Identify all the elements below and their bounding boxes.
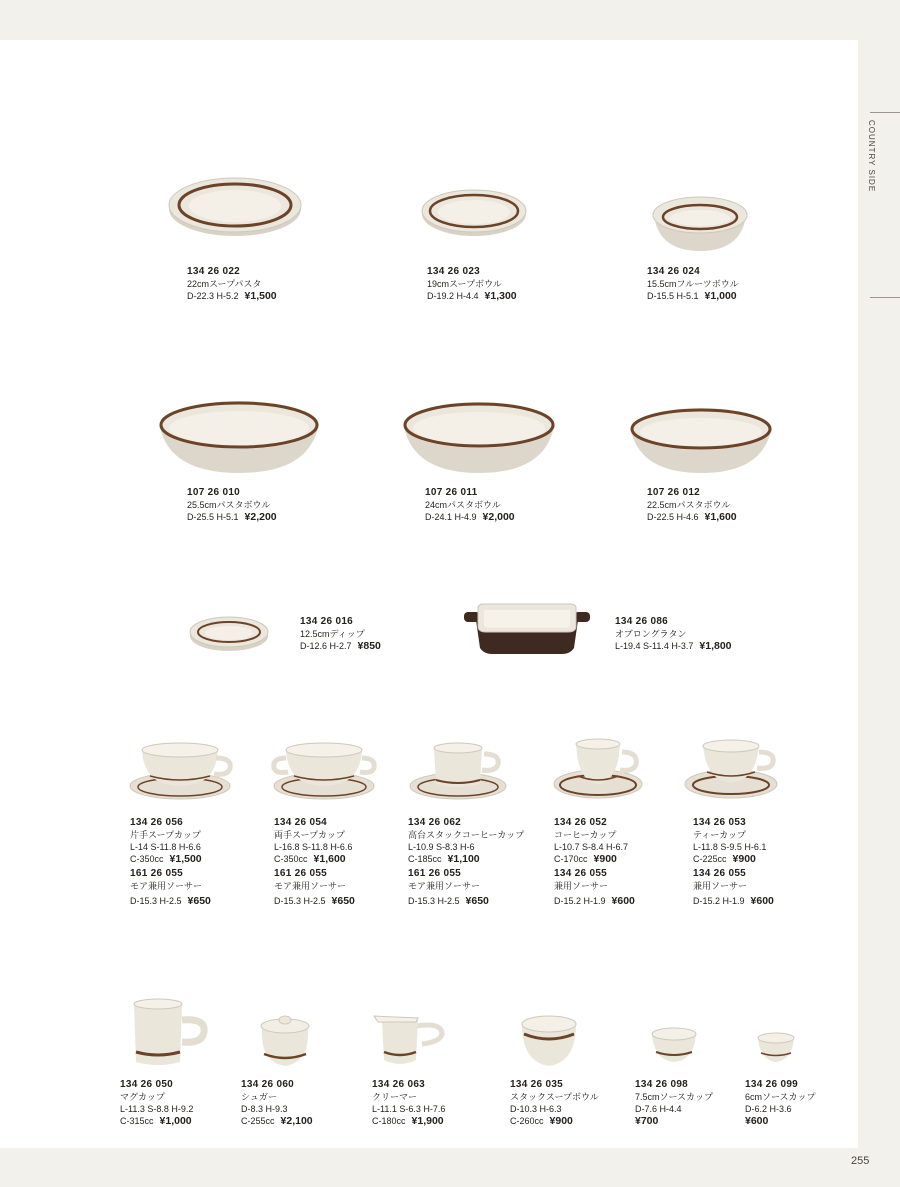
product-capacity: C-350cc [130, 854, 164, 864]
product-capacity: C-170cc [554, 854, 588, 864]
saucer-dims: D-15.3 H-2.5 [130, 896, 182, 906]
product-code: 134 26 050 [120, 1079, 174, 1090]
dip-dish-photo [188, 612, 270, 654]
double-handle-soup-cup-photo [270, 740, 378, 802]
pasta-bowl-24-photo [400, 397, 558, 477]
product-card [372, 1079, 445, 1127]
product-card [300, 616, 381, 652]
product-dims: D-6.2 H-3.6 [745, 1104, 792, 1114]
product-name: 7.5cmソースカップ [635, 1092, 713, 1102]
product-dims: L-11.3 S-8.8 H-9.2 [120, 1104, 194, 1114]
saucer-dims: D-15.2 H-1.9 [554, 896, 606, 906]
product-dims: D-22.5 H-4.6 [647, 512, 699, 522]
product-dims: D-19.2 H-4.4 [427, 291, 479, 301]
product-dims: L-11.8 S-9.5 H-6.1 [693, 842, 767, 852]
product-card [510, 1079, 599, 1127]
saucer-dims: D-15.3 H-2.5 [408, 896, 460, 906]
product-name: 6cmソースカップ [745, 1092, 816, 1102]
product-code: 134 26 098 [635, 1079, 689, 1090]
saucer-name: モア兼用ソーサー [274, 881, 347, 891]
product-name: 22cmスープパスタ [187, 279, 262, 289]
product-code: 134 26 053 [693, 817, 747, 828]
product-dims: D-25.5 H-5.1 [187, 512, 239, 522]
saucer-name: モア兼用ソーサー [130, 881, 203, 891]
product-price: ¥1,100 [447, 853, 480, 865]
stack-coffee-cup-photo [408, 740, 512, 802]
product-card [241, 1079, 313, 1127]
product-dims: D-22.3 H-5.2 [187, 291, 239, 301]
saucer-dims: D-15.2 H-1.9 [693, 896, 745, 906]
product-price: ¥600 [745, 1115, 769, 1127]
saucer-price: ¥600 [750, 895, 774, 907]
product-code: 134 26 099 [745, 1079, 799, 1090]
cup-card [130, 817, 211, 907]
product-code: 107 26 011 [425, 487, 478, 498]
product-name: 片手スープカップ [130, 830, 201, 840]
oblong-gratin-photo [462, 600, 592, 656]
cup-card [693, 817, 774, 907]
product-capacity: C-225cc [693, 854, 727, 864]
saucer-code: 161 26 055 [274, 868, 328, 879]
product-name: 19cmスープボウル [427, 279, 502, 289]
product-code: 134 26 063 [372, 1079, 426, 1090]
product-price: ¥1,300 [484, 290, 517, 302]
product-price: ¥1,000 [704, 290, 737, 302]
product-capacity: C-260cc [510, 1116, 544, 1126]
cup-card [554, 817, 635, 907]
product-dims: D-8.3 H-9.3 [241, 1104, 288, 1114]
product-name: マグカップ [120, 1092, 165, 1102]
saucer-name: 兼用ソーサー [554, 881, 609, 891]
product-name: 高台スタックコーヒーカップ [408, 830, 525, 840]
product-code: 107 26 012 [647, 487, 701, 498]
product-name: 15.5cmフルーツボウル [647, 279, 739, 289]
product-card [425, 487, 515, 523]
product-name: シュガー [241, 1092, 277, 1102]
product-code: 134 26 016 [300, 616, 354, 627]
product-price: ¥900 [549, 1115, 573, 1127]
page-number: 255 [851, 1155, 870, 1167]
product-dims: L-11.1 S-6.3 H-7.6 [372, 1104, 446, 1114]
product-card [635, 1079, 713, 1127]
single-handle-soup-cup-photo [128, 740, 236, 802]
product-price: ¥1,900 [411, 1115, 444, 1127]
product-name: ティーカップ [693, 830, 747, 840]
cup-card [408, 817, 524, 907]
soup-bowl-photo [419, 187, 529, 239]
product-price: ¥1,500 [244, 290, 277, 302]
product-dims: D-24.1 H-4.9 [425, 512, 477, 522]
product-dims: D-10.3 H-6.3 [510, 1104, 562, 1114]
stack-soup-bowl-photo [518, 1010, 580, 1070]
cup-card [274, 817, 355, 907]
product-name: オブロングラタン [615, 629, 687, 639]
product-price: ¥2,200 [244, 511, 277, 523]
product-name: 25.5cmパスタボウル [187, 500, 271, 510]
product-price: ¥850 [357, 640, 381, 652]
product-card [427, 266, 517, 302]
product-card [647, 266, 739, 302]
product-price: ¥1,600 [704, 511, 737, 523]
product-card [187, 266, 277, 302]
product-capacity: C-180cc [372, 1116, 406, 1126]
side-divider [870, 112, 900, 113]
product-name: 12.5cmディップ [300, 629, 365, 639]
product-card [647, 487, 737, 523]
product-capacity: C-185cc [408, 854, 442, 864]
product-card [187, 487, 277, 523]
product-dims: L-16.8 S-11.8 H-6.6 [274, 842, 353, 852]
soup-pasta-photo [165, 175, 305, 241]
product-price: ¥900 [593, 853, 617, 865]
saucer-code: 161 26 055 [408, 868, 462, 879]
coffee-cup-photo [552, 736, 650, 802]
product-price: ¥2,000 [482, 511, 515, 523]
product-card [615, 616, 732, 652]
product-price: ¥1,800 [699, 640, 732, 652]
product-dims: L-10.7 S-8.4 H-6.7 [554, 842, 629, 852]
product-card [120, 1079, 193, 1127]
saucer-code: 134 26 055 [693, 868, 747, 879]
fruit-bowl-photo [650, 193, 750, 255]
product-dims: D-12.6 H-2.7 [300, 641, 352, 651]
product-code: 134 26 024 [647, 266, 701, 277]
side-divider [870, 297, 900, 298]
product-name: 24cmパスタボウル [425, 500, 501, 510]
product-code: 134 26 022 [187, 266, 241, 277]
saucer-price: ¥600 [611, 895, 635, 907]
saucer-price: ¥650 [465, 895, 489, 907]
saucer-name: モア兼用ソーサー [408, 881, 481, 891]
product-dims: L-14 S-11.8 H-6.6 [130, 842, 201, 852]
product-code: 134 26 035 [510, 1079, 564, 1090]
product-capacity: C-255cc [241, 1116, 275, 1126]
product-code: 134 26 052 [554, 817, 608, 828]
product-name: 両手スープカップ [274, 830, 345, 840]
product-name: クリーマー [372, 1092, 418, 1102]
product-price: ¥1,500 [169, 853, 202, 865]
saucer-code: 134 26 055 [554, 868, 608, 879]
saucer-code: 161 26 055 [130, 868, 184, 879]
product-name: 22.5cmパスタボウル [647, 500, 731, 510]
product-capacity: C-315cc [120, 1116, 154, 1126]
product-price: ¥2,100 [280, 1115, 313, 1127]
saucer-price: ¥650 [187, 895, 211, 907]
tea-cup-photo [683, 738, 783, 802]
product-price: ¥900 [732, 853, 756, 865]
series-label: COUNTRY SIDE [867, 120, 876, 193]
product-dims: D-7.6 H-4.4 [635, 1104, 682, 1114]
pasta-bowl-25-photo [156, 395, 322, 477]
product-name: コーヒーカップ [554, 830, 617, 840]
product-name: スタックスープボウル [510, 1092, 599, 1102]
sugar-pot-photo [256, 1012, 314, 1070]
product-code: 134 26 060 [241, 1079, 295, 1090]
product-code: 134 26 023 [427, 266, 481, 277]
product-card [745, 1079, 815, 1127]
product-price: ¥1,000 [159, 1115, 192, 1127]
product-code: 134 26 062 [408, 817, 462, 828]
product-capacity: C-350cc [274, 854, 308, 864]
product-dims: L-19.4 S-11.4 H-3.7 [615, 641, 694, 651]
sauce-cup-75-photo [648, 1024, 700, 1066]
mug-photo [128, 996, 210, 1070]
pasta-bowl-22-photo [627, 403, 775, 477]
saucer-name: 兼用ソーサー [693, 881, 748, 891]
product-price: ¥700 [635, 1115, 659, 1127]
sauce-cup-6-photo [754, 1030, 798, 1066]
saucer-dims: D-15.3 H-2.5 [274, 896, 326, 906]
saucer-price: ¥650 [331, 895, 355, 907]
product-code: 134 26 086 [615, 616, 669, 627]
product-dims: L-10.9 S-8.3 H-6 [408, 842, 475, 852]
product-dims: D-15.5 H-5.1 [647, 291, 699, 301]
product-code: 107 26 010 [187, 487, 241, 498]
product-price: ¥1,600 [313, 853, 346, 865]
product-code: 134 26 054 [274, 817, 328, 828]
product-code: 134 26 056 [130, 817, 184, 828]
creamer-photo [372, 1012, 446, 1070]
